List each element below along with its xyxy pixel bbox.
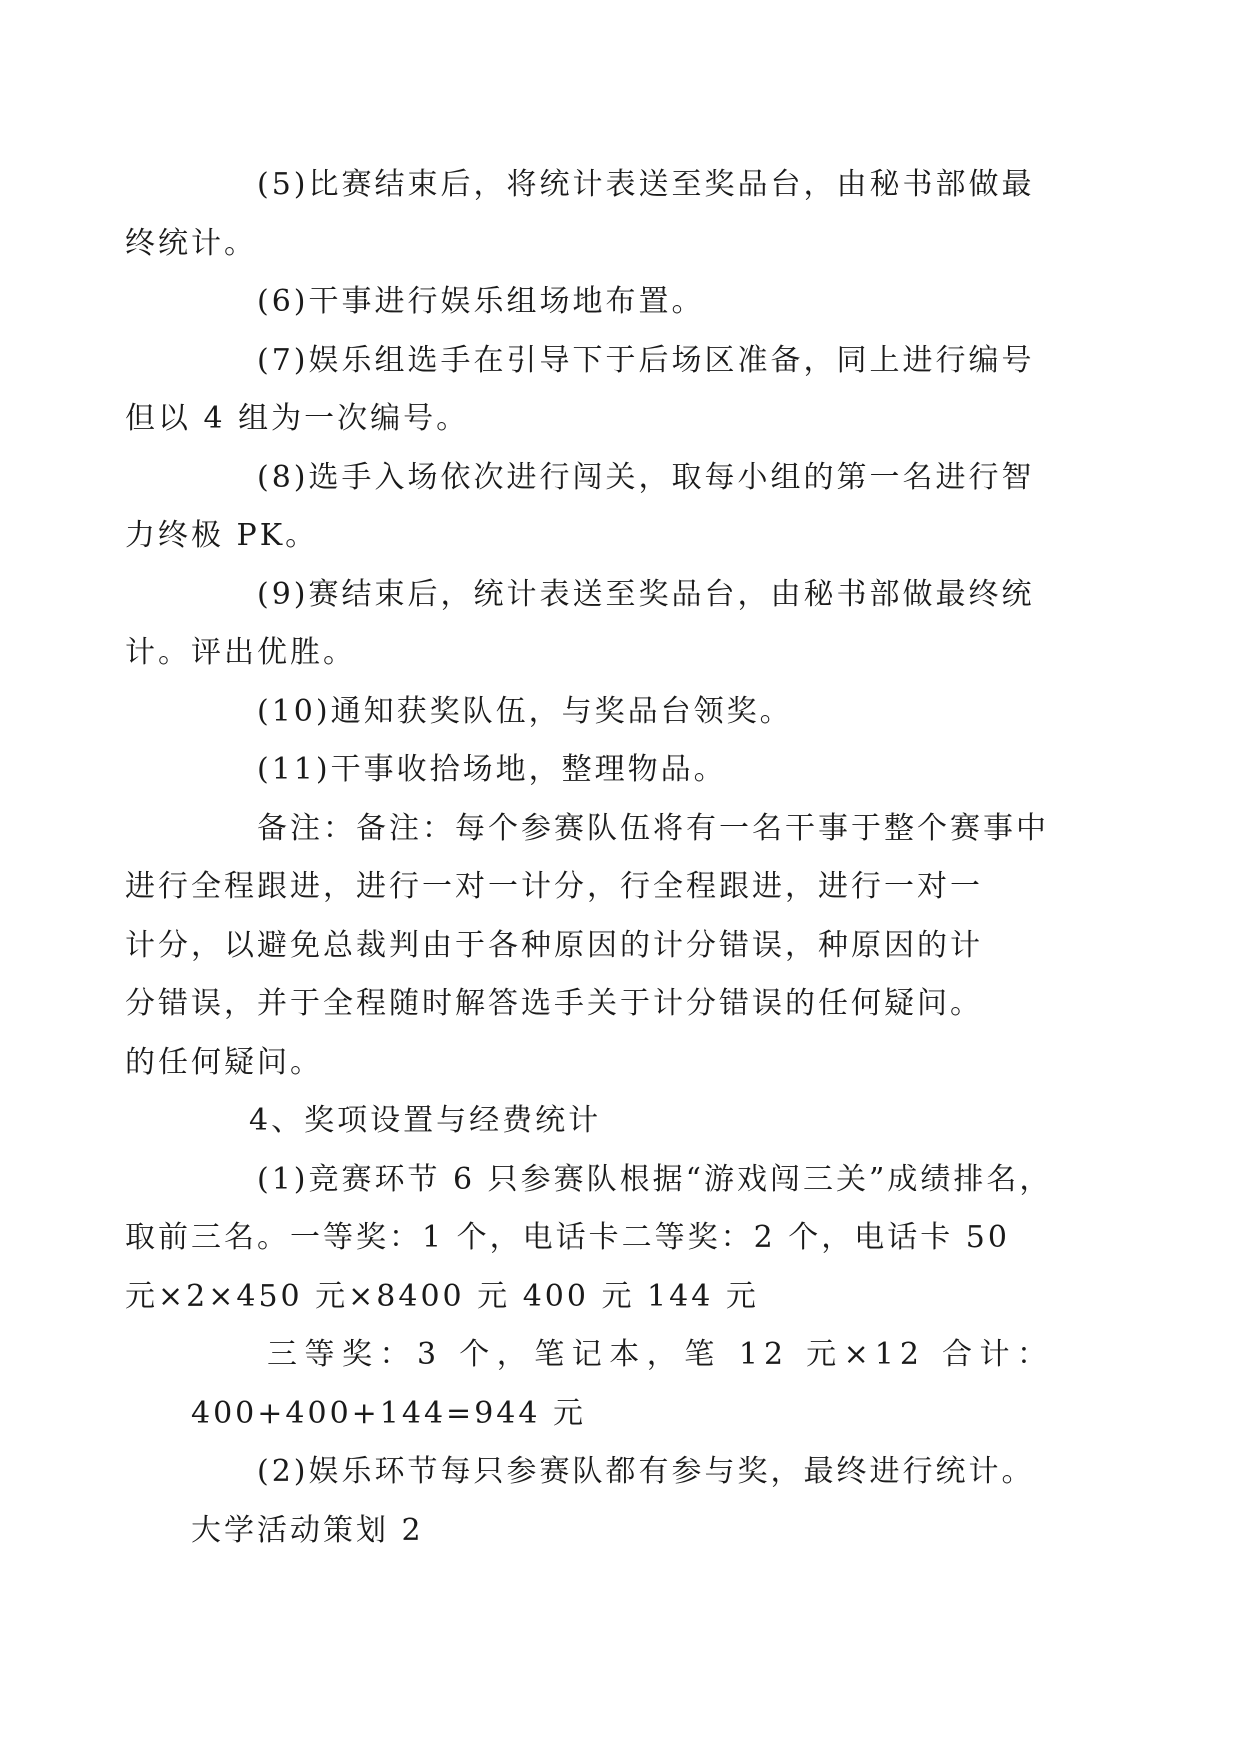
paragraph-step-11	[191, 741, 1053, 800]
paragraph-step-8	[125, 449, 1053, 566]
text-line: (11)干事收拾场地，整理物品。	[257, 752, 727, 787]
text-line: 力终极 PK。	[125, 518, 319, 553]
text-line: 终统计。	[125, 225, 257, 261]
paragraph-step-7	[125, 332, 1053, 449]
text-line: (1)竞赛环节 6 只参赛队根据“游戏闯三关”成绩排名，	[257, 1161, 1053, 1197]
text-line: (6)干事进行娱乐组场地布置。	[257, 284, 705, 319]
text-line: 的任何疑问。	[125, 1044, 323, 1080]
text-line: (5)比赛结束后，将统计表送至奖品台，由秘书部做最	[257, 167, 1035, 202]
text-line: (9)赛结束后，统计表送至奖品台，由秘书部做最终统	[257, 576, 1035, 612]
text-line: 计。评出优胜。	[125, 635, 356, 670]
document-body	[125, 156, 1053, 1560]
text-line: 但以 4 组为一次编号。	[125, 401, 470, 436]
text-line: (8)选手入场依次进行闯关，取每小组的第一名进行智	[257, 459, 1035, 495]
paragraph-step-9	[125, 566, 1053, 683]
text-line: 计分，以避免总裁判由于各种原因的计分错误，种原因的计	[125, 927, 983, 963]
paragraph-step-6	[191, 273, 1053, 332]
text-line: 400+400+144=944 元	[191, 1395, 586, 1431]
text-line: 三等奖：3 个，笔记本，笔 12 元×12 合计：	[267, 1337, 1053, 1372]
text-line: 4、奖项设置与经费统计	[249, 1103, 602, 1138]
text-line: 取前三名。一等奖：1 个，电话卡二等奖：2 个，电话卡 50	[125, 1220, 1010, 1255]
text-line: (10)通知获奖队伍，与奖品台领奖。	[257, 693, 793, 729]
paragraph-award-1	[125, 1151, 1053, 1327]
text-line: 备注：备注：每个参赛队伍将有一名干事于整个赛事中	[257, 810, 1049, 846]
text-line: 元×2×450 元×8400 元 400 元 144 元	[125, 1278, 759, 1314]
section-heading-awards	[191, 1092, 1053, 1151]
paragraph-step-5	[125, 156, 1053, 273]
paragraph-remarks	[125, 800, 1053, 1093]
text-line: 大学活动策划 2	[191, 1512, 424, 1548]
text-line: (7)娱乐组选手在引导下于后场区准备，同上进行编号	[257, 342, 1035, 378]
text-line: 进行全程跟进，进行一对一计分，行全程跟进，进行一对一	[125, 869, 983, 904]
section-title-next	[191, 1502, 1053, 1561]
paragraph-step-10	[191, 683, 1053, 742]
paragraph-award-2	[191, 1443, 1053, 1502]
text-line: 分错误，并于全程随时解答选手关于计分错误的任何疑问。	[125, 986, 983, 1021]
text-line: (2)娱乐环节每只参赛队都有参与奖，最终进行统计。	[257, 1454, 1035, 1489]
paragraph-third-prize	[191, 1326, 1053, 1443]
